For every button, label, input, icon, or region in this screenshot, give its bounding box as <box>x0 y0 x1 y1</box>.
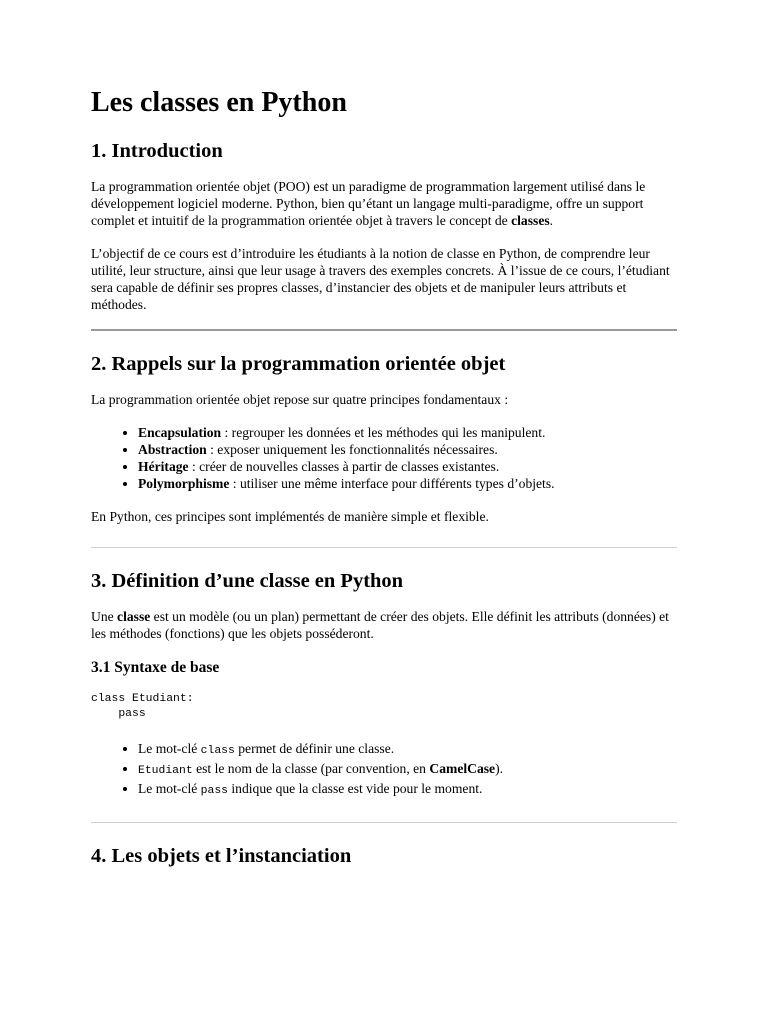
code-block: class Etudiant: pass <box>91 693 194 720</box>
bold-text: classe <box>117 609 151 624</box>
text: : regrouper les données et les méthodes qui les manipulent. <box>221 425 546 440</box>
list-item <box>138 458 677 475</box>
text: . <box>549 213 554 228</box>
list-item <box>138 424 677 441</box>
inline-code: class <box>200 745 235 757</box>
paragraph: En Python, ces principes sont implémentés de manière simple et flexible. <box>91 509 489 524</box>
text: indique que la classe est vide pour le moment. <box>228 781 483 796</box>
list-item <box>138 780 677 800</box>
text: La programmation orientée objet (POO) est un paradigme de programmation largement utilisé dans le développement logiciel moderne. Python, bien qu’étant un langage multi-paradigme, offre un support complet et intuitif de la programmation orientée objet à travers le concept de <box>91 179 646 228</box>
section-heading: 3. Définition d’une classe en Python <box>91 570 404 592</box>
document-title: Les classes en Python <box>91 87 347 118</box>
list-item <box>138 441 677 458</box>
bold-text: Héritage <box>138 459 189 474</box>
divider <box>91 822 677 823</box>
section-heading: 2. Rappels sur la programmation orientée objet <box>91 353 506 375</box>
text: Le mot-clé <box>138 781 201 796</box>
text: est un modèle (ou un plan) permettant de créer des objets. Elle définit les attributs (données) et les méthodes (fonctions) que les objets posséderont. <box>91 609 669 641</box>
inline-code: pass <box>200 785 228 797</box>
list-item <box>138 740 677 760</box>
section-rappels <box>91 351 677 525</box>
text: permet de définir une classe. <box>234 741 395 756</box>
text: Le mot-clé <box>138 741 201 756</box>
syntax-notes-list <box>91 740 677 800</box>
text: : utiliser une même interface pour différents types d’objets. <box>229 476 555 491</box>
bold-text: classes <box>511 213 550 228</box>
paragraph <box>91 608 677 642</box>
list-item <box>138 760 677 780</box>
paragraph: La programmation orientée objet repose sur quatre principes fondamentaux : <box>91 392 509 407</box>
text: : exposer uniquement les fonctionnalités nécessaires. <box>206 442 498 457</box>
text: : créer de nouvelles classes à partir de classes existantes. <box>188 459 500 474</box>
bold-text: Abstraction <box>138 442 207 457</box>
divider <box>91 329 677 331</box>
section-objets <box>91 843 677 869</box>
text: Une <box>91 609 118 624</box>
principles-list <box>91 424 677 492</box>
text: est le nom de la classe (par convention, en <box>192 761 430 776</box>
subsection-heading: 3.1 Syntaxe de base <box>91 659 220 676</box>
section-heading: 1. Introduction <box>91 140 223 162</box>
paragraph: L’objectif de ce cours est d’introduire les étudiants à la notion de classe en Python, de comprendre leur utilité, leur structure, ainsi que leur usage à travers des exemples concrets. À l’issue de ce cours, l’étudiant sera capable de définir ses propres classes, d’instancier des objets et de manipuler leurs attributs et méthodes. <box>91 246 670 312</box>
divider <box>91 547 677 548</box>
bold-text: CamelCase <box>429 761 496 776</box>
text: ). <box>495 761 503 776</box>
section-introduction <box>91 138 677 313</box>
bold-text: Polymorphisme <box>138 476 230 491</box>
bold-text: Encapsulation <box>138 425 222 440</box>
section-heading: 4. Les objets et l’instanciation <box>91 845 352 867</box>
section-definition <box>91 568 677 800</box>
paragraph <box>91 178 677 229</box>
list-item <box>138 475 677 492</box>
inline-code: Etudiant <box>138 765 193 777</box>
